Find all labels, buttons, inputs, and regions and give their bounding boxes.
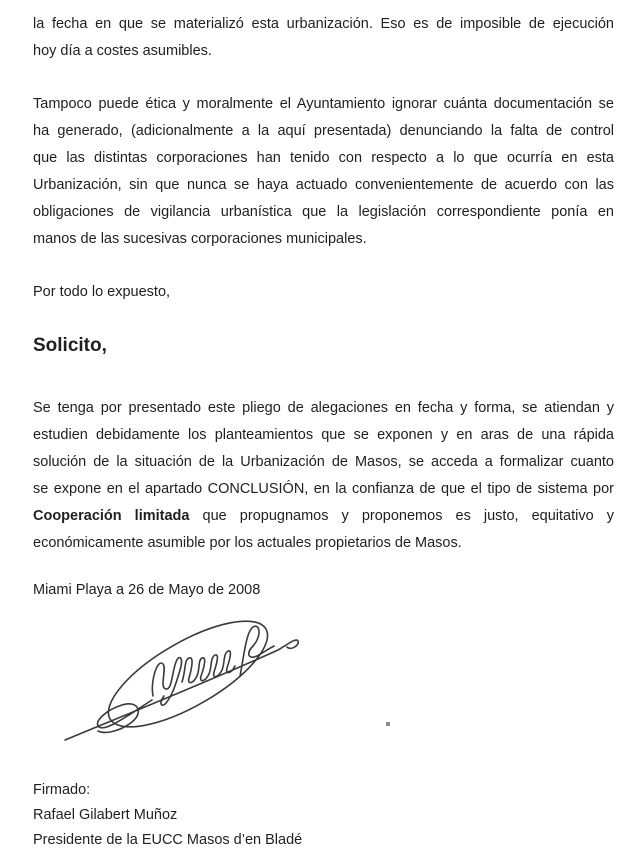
firmado-label: Firmado: (33, 782, 91, 798)
text-line: Se tenga por presentado este pliego de alegaciones en fecha y forma, se atiendan y (33, 400, 614, 416)
text-line: estudien debidamente los planteamientos que se exponen y en aras de una rápida (33, 427, 614, 443)
signature-block (33, 778, 614, 853)
paragraph-solicito-body (33, 395, 614, 557)
text-line: se expone en el apartado CONCLUSIÓN, en la confianza de que el tipo de sistema por (33, 481, 614, 497)
text-line: Cooperación limitada que propugnamos y proponemos es justo, equitativo y (33, 508, 614, 524)
paragraph-por-todo: Por todo lo expuesto, (33, 284, 171, 300)
text-line: Urbanización, sin que nunca se haya actuado convenientemente de acuerdo con las (33, 177, 614, 193)
solicito-heading: Solicito, (33, 335, 107, 356)
text-line: hoy día a costes asumibles. (33, 43, 212, 59)
date-line: Miami Playa a 26 de Mayo de 2008 (33, 582, 261, 598)
text-line: manos de las sucesivas corporaciones municipales. (33, 231, 367, 247)
text-line: la fecha en que se materializó esta urbanización. Eso es de imposible de ejecución (33, 16, 614, 32)
handwritten-signature-icon (60, 608, 310, 748)
text-line: que las distintas corporaciones han tenido con respecto a lo que ocurría en esta (33, 150, 614, 166)
text-line: Tampoco puede ética y moralmente el Ayuntamiento ignorar cuánta documentación se (33, 96, 614, 112)
signature-area (33, 604, 614, 778)
paragraph-ayuntamiento (33, 91, 614, 253)
signer-title: Presidente de la EUCC Masos d’en Bladé (33, 832, 303, 848)
text-line: ha generado, (adicionalmente a la aquí presentada) denunciando la falta de control (33, 123, 614, 139)
text-line: económicamente asumible por los actuales propietarios de Masos. (33, 535, 462, 551)
text-line: obligaciones de vigilancia urbanística que la legislación correspondiente ponía en (33, 204, 614, 220)
signer-name: Rafael Gilabert Muñoz (33, 807, 178, 823)
ink-speck (386, 722, 390, 726)
text-line: solución de la situación de la Urbanización de Masos, se acceda a formalizar cuanto (33, 454, 614, 470)
paragraph-intro-continuation (33, 11, 614, 65)
